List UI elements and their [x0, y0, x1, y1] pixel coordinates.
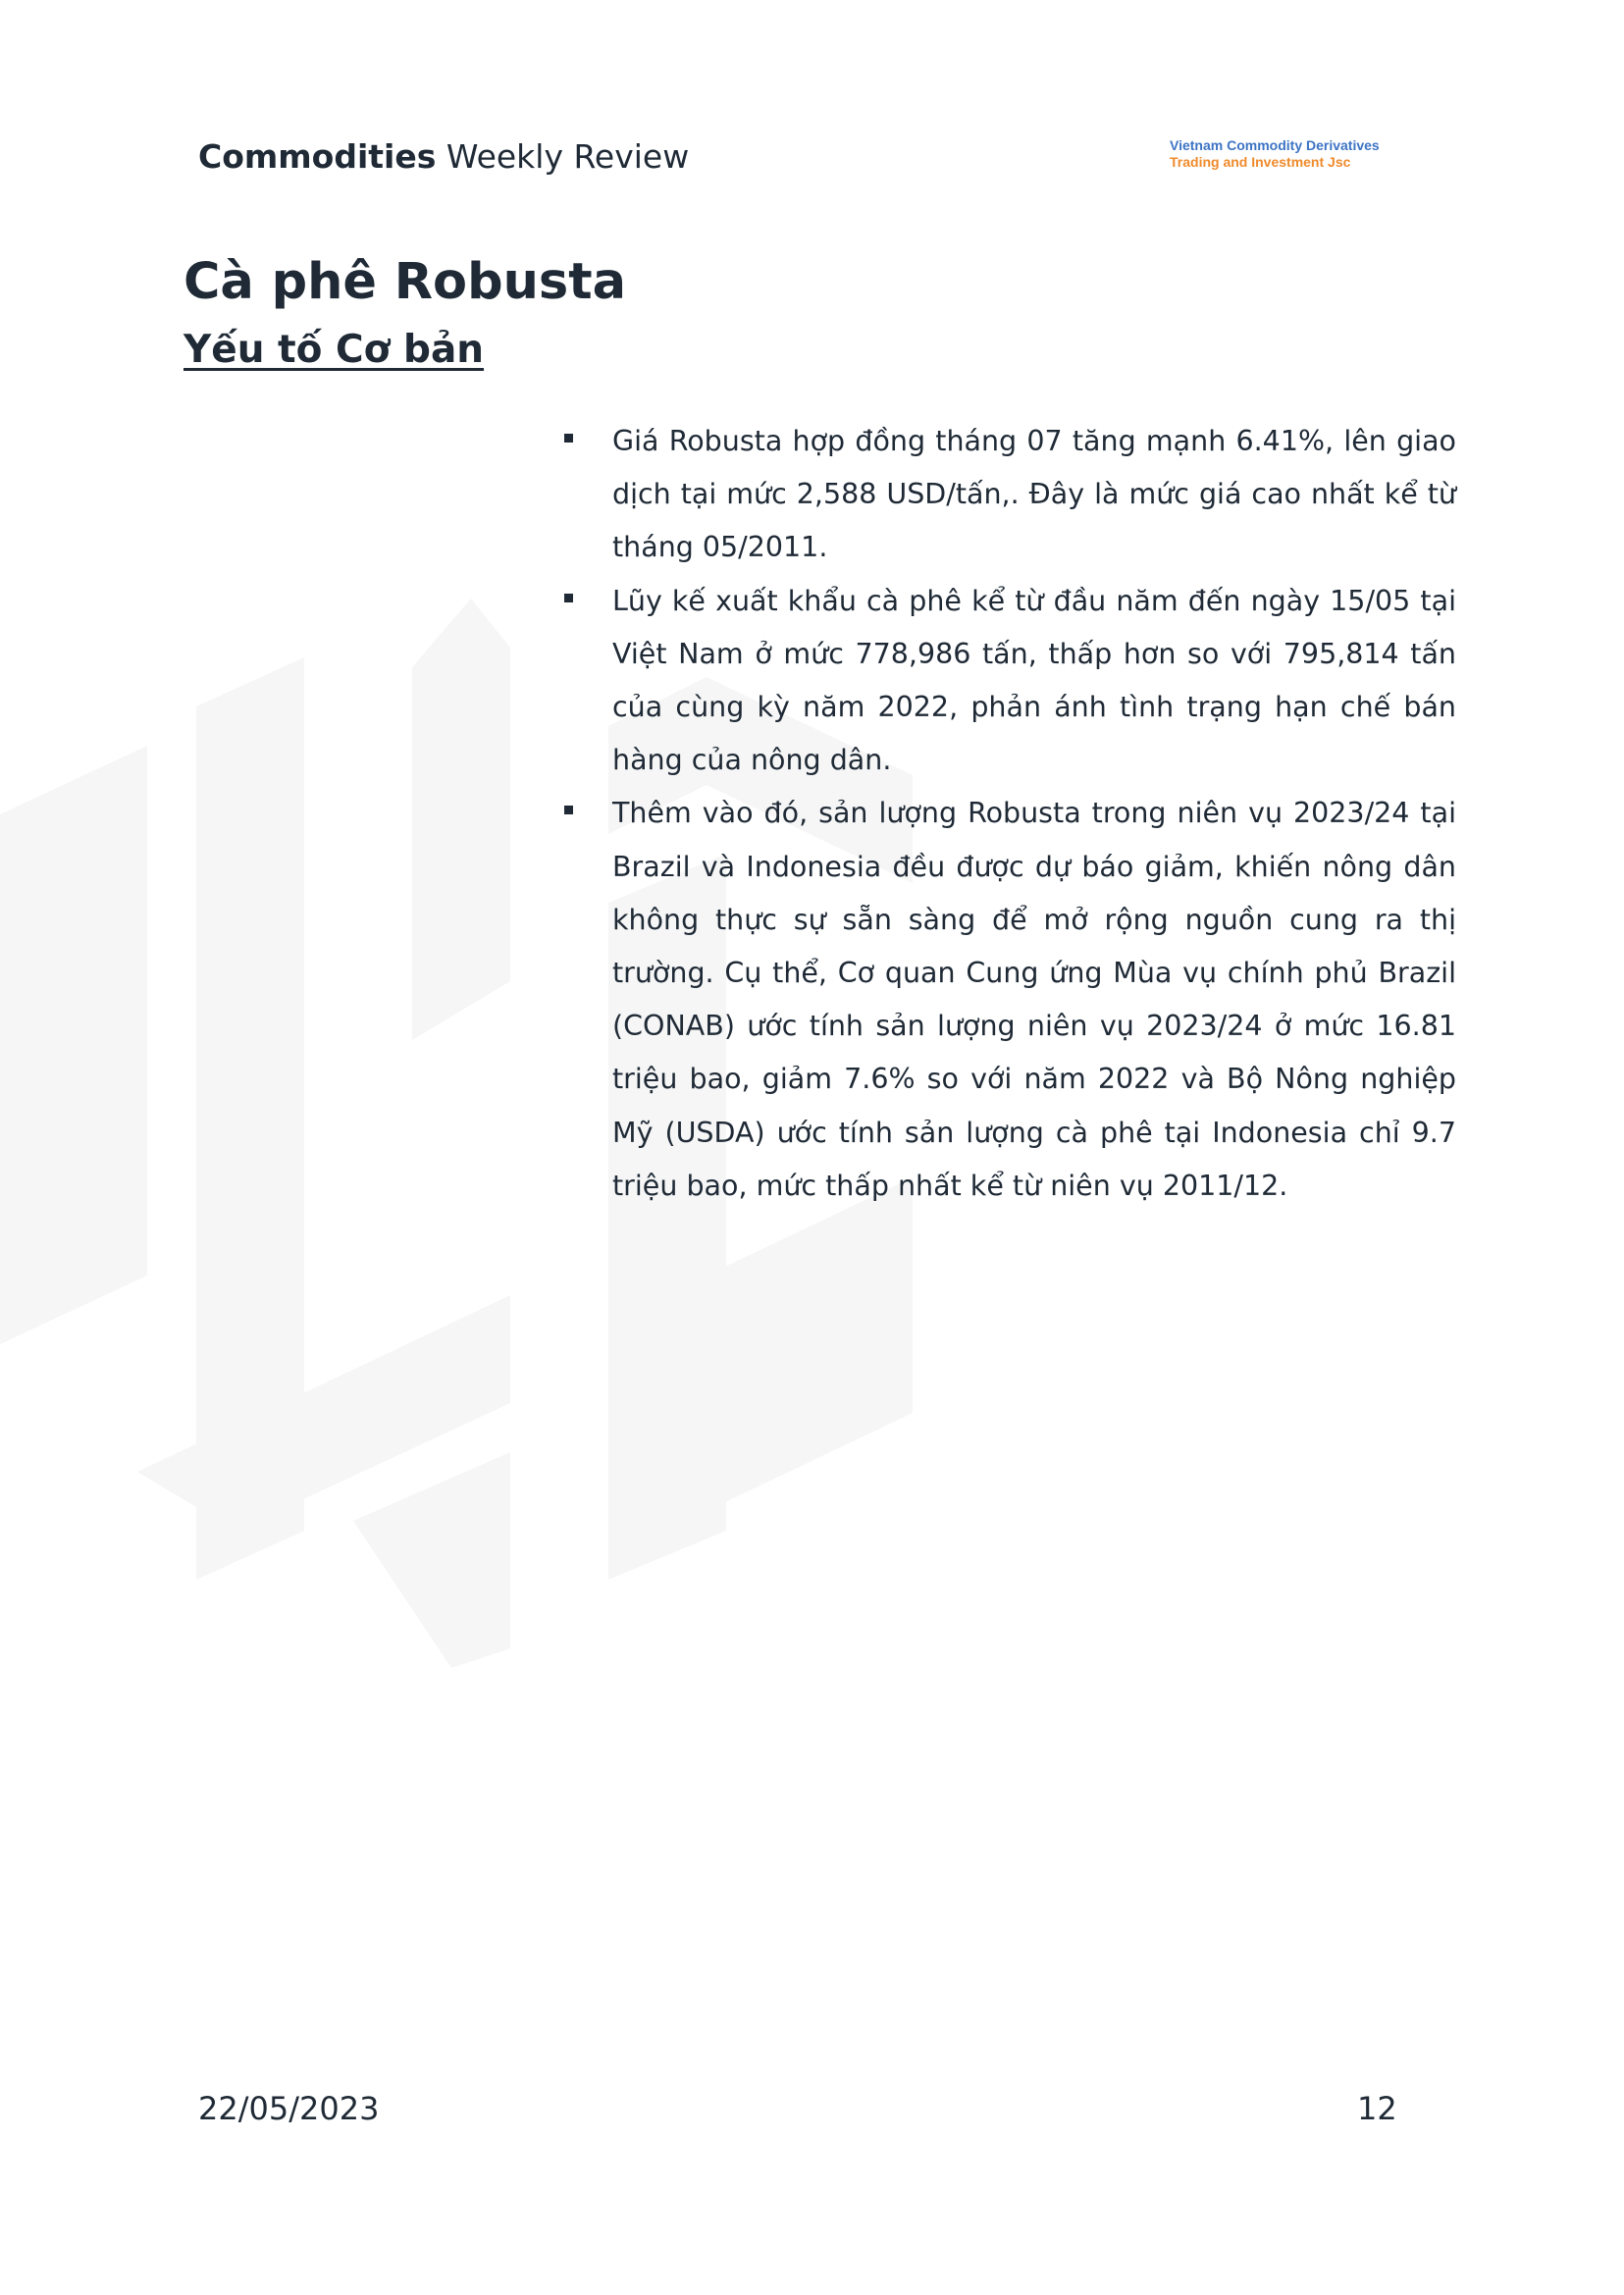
report-title-rest: Weekly Review: [436, 137, 690, 176]
report-title: [198, 137, 689, 176]
bullet-text: Thêm vào đó, sản lượng Robusta trong niên vụ 2023/24 tại Brazil và Indonesia đều được dự báo giảm, khiến nông dân không thực sự sẵn sàng để mở rộng nguồn cung ra thị trường. Cụ thể, Cơ quan Cung ứng Mùa vụ chính phủ Brazil (CONAB) ước tính sản lượng niên vụ 2023/24 ở mức 16.81 triệu bao, giảm 7.6% so với năm 2022 và Bộ Nông nghiệp Mỹ (USDA) ước tính sản lượng cà phê tại Indonesia chỉ 9.7 triệu bao, mức thấp nhất kể từ niên vụ 2011/12.: [612, 797, 1456, 1202]
page-number: 12: [1357, 2090, 1397, 2127]
company-name-line2: Trading and Investment Jsc: [1170, 154, 1351, 170]
bullet-list: [557, 415, 1456, 1213]
bullet-square-icon: [564, 806, 573, 814]
bullet-item: [557, 787, 1456, 1213]
footer-date: 22/05/2023: [198, 2090, 380, 2127]
page-title: Cà phê Robusta: [183, 253, 627, 311]
section-title: Yếu tố Cơ bản: [183, 328, 485, 372]
bullet-square-icon: [564, 434, 573, 443]
bullet-item: [557, 415, 1456, 575]
bullet-text: Giá Robusta hợp đồng tháng 07 tăng mạnh 6.41%, lên giao dịch tại mức 2,588 USD/tấn,. Đây là mức giá cao nhất kể từ tháng 05/2011.: [612, 425, 1456, 564]
company-logo: [1170, 137, 1380, 171]
bullet-square-icon: [564, 594, 573, 602]
bullet-text: Lũy kế xuất khẩu cà phê kể từ đầu năm đến ngày 15/05 tại Việt Nam ở mức 778,986 tấn, thấp hơn so với 795,814 tấn của cùng kỳ năm 2022, phản ánh tình trạng hạn chế bán hàng của nông dân.: [612, 584, 1456, 777]
company-name-line1: Vietnam Commodity Derivatives: [1170, 137, 1380, 153]
bullet-item: [557, 575, 1456, 788]
report-title-bold: Commodities: [198, 137, 437, 176]
